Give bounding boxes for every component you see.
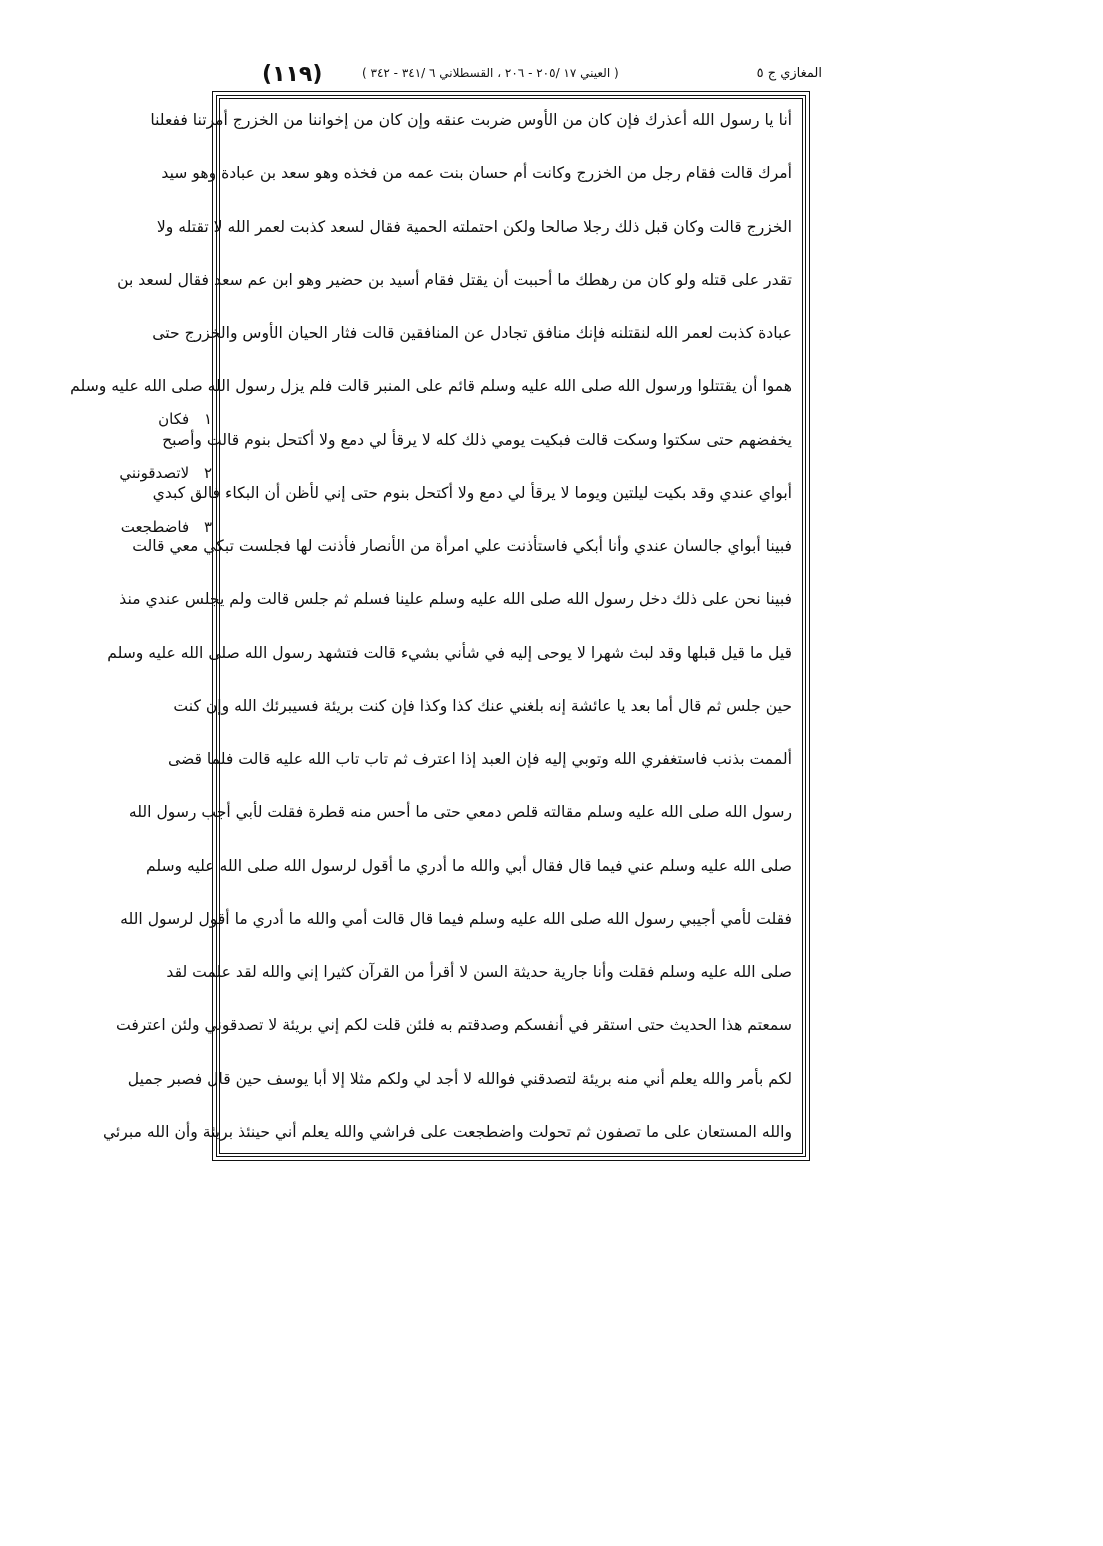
note-text: لاتصدقونني: [119, 464, 190, 482]
text-line: أمرك قالت فقام رجل من الخزرج وكانت أم حسان بنت عمه من فخذه وهو سعد بن عبادة وهو سيد: [161, 164, 792, 183]
marginal-note: [112, 462, 212, 484]
cross-reference: ( العيني ١٧ /٢٠٥ - ٢٠٦ ، القسطلاني ٦ /٣٤١ - ٣٤٢ ): [362, 66, 619, 80]
marginal-note: [112, 516, 212, 538]
text-line: صلى الله عليه وسلم عني فيما قال فقال أبي والله ما أدري ما أقول لرسول الله صلى الله عليه وسلم: [145, 856, 792, 875]
text-line: فبينا نحن على ذلك دخل رسول الله صلى الله عليه وسلم علينا فسلم ثم جلس قالت ولم يجلس عندي منذ: [119, 590, 792, 609]
page-header: [222, 62, 822, 94]
note-number: ٣: [203, 518, 212, 536]
note-number: ٢: [203, 464, 212, 482]
note-number: ١: [203, 410, 212, 428]
text-line: عبادة كذبت لعمر الله لنقتلنه فإنك منافق تجادل عن المنافقين قالت فثار الحيان الأوس والخزرج حتى: [152, 324, 792, 342]
text-line: صلى الله عليه وسلم فقلت وأنا جارية حديثة السن لا أقرأ من القرآن كثيرا إني والله لقد علمت لقد: [166, 963, 792, 981]
text-line: أبواي عندي وقد بكيت ليلتين ويوما لا يرقأ لي دمع ولا أكتحل بنوم حتى إني لأظن أن البكاء فالق كبدي: [152, 483, 792, 502]
text-line: الخزرج قالت وكان قبل ذلك رجلا صالحا ولكن احتملته الحمية فقال لسعد كذبت لعمر الله لا تقتله ولا: [156, 217, 792, 236]
text-line: ألممت بذنب فاستغفري الله وتوبي إليه فإن العبد إذا اعترف ثم تاب تاب الله عليه قالت فلما قضى: [168, 750, 792, 768]
text-line: فبينا أبواي جالسان عندي وأنا أبكي فاستأذنت علي امرأة من الأنصار فأذنت لها فجلست تبكي معي قالت: [132, 537, 792, 555]
text-line: أنا يا رسول الله أعذرك فإن كان من الأوس ضربت عنقه وإن كان من إخواننا من الخزرج أمرتنا ففعلنا: [150, 111, 792, 129]
text-line: والله المستعان على ما تصفون ثم تحولت واضطجعت على فراشي والله يعلم أني حينئذ بريئة وأن الله مبرئي: [102, 1122, 792, 1141]
text-line: قيل ما قيل قبلها وقد لبث شهرا لا يوحى إليه في شأني بشيء قالت فتشهد رسول الله صلى الله عليه وسلم: [107, 643, 792, 662]
marginal-notes: [112, 408, 212, 570]
note-text: فكان: [158, 410, 190, 428]
marginal-note: [112, 408, 212, 430]
text-line: لكم بأمر والله يعلم أني منه بريئة لتصدقني فوالله لا أجد لي ولكم مثلا إلا أبا يوسف حين قال فصبر جميل: [127, 1069, 792, 1088]
text-line: تقدر على قتله ولو كان من رهطك ما أحببت أن يقتل فقام أسيد بن حضير وهو ابن عم سعد فقال لسعد بن: [117, 270, 792, 289]
text-line: هموا أن يقتتلوا ورسول الله صلى الله عليه وسلم قائم على المنبر قالت فلم يزل رسول الله صلى الله عليه وسلم: [70, 377, 792, 396]
text-line: يخفضهم حتى سكتوا وسكت قالت فبكيت يومي ذلك كله لا يرقأ لي دمع ولا أكتحل بنوم قالت وأصبح: [162, 430, 792, 449]
note-text: فاضطجعت: [120, 518, 190, 536]
text-line: سمعتم هذا الحديث حتى استقر في أنفسكم وصدقتم به فلئن قلت لكم إني بريئة لا تصدقوني ولئن اعترفت: [116, 1016, 792, 1035]
text-line: فقلت لأمي أجيبي رسول الله صلى الله عليه وسلم فيما قال قالت أمي والله ما أدري ما أقول لرسول الله: [120, 909, 792, 928]
text-line: رسول الله صلى الله عليه وسلم مقالته قلص دمعي حتى ما أحس منه قطرة فقلت لأبي أجب رسول الله: [128, 803, 792, 822]
book-chapter: المغازي ج ٥: [756, 66, 822, 81]
page-number: (١١٩): [262, 62, 323, 87]
text-line: حين جلس ثم قال أما بعد يا عائشة إنه بلغني عنك كذا وكذا فإن كنت بريئة فسيبرئك الله وإن كنت: [173, 696, 792, 715]
